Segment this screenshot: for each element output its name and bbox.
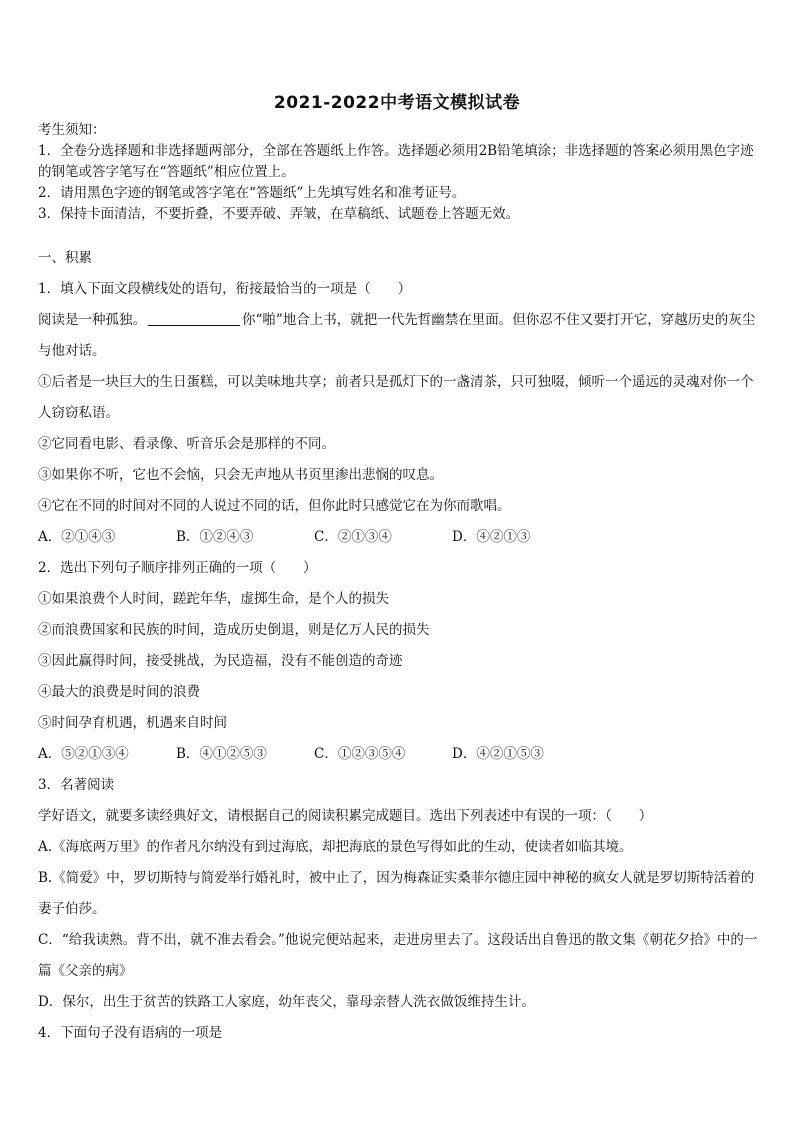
q2-option-a[interactable]: A．⑤②①③④ bbox=[38, 746, 129, 762]
notice-heading: 考生须知： bbox=[38, 122, 106, 138]
q2-option-d[interactable]: D．④②①⑤③ bbox=[452, 746, 544, 762]
q2-stem: 2．选出下列句子顺序排列正确的一项（ ） bbox=[38, 560, 317, 576]
q3-option-b[interactable]: B.《简爱》中，罗切斯特与简爱举行婚礼时，被中止了，因为梅森证实桑菲尔德庄园中神秘的疯女人就是罗切斯特活着的妻子伯莎。 bbox=[38, 870, 755, 917]
q1-option-d[interactable]: D．④②①③ bbox=[452, 529, 531, 545]
q1-option-c[interactable]: C．②①③④ bbox=[314, 529, 392, 545]
q4-stem: 4．下面句子没有语病的一项是 bbox=[38, 1025, 223, 1041]
q3-option-d[interactable]: D．保尔，出生于贫苦的铁路工人家庭，幼年丧父，靠母亲替人洗衣做饭维持生计。 bbox=[38, 994, 535, 1010]
q3-intro: 学好语文，就要多读经典好文，请根据自己的阅读积累完成题目。选出下列表述中有误的一项：（ ） bbox=[38, 808, 653, 824]
q1-option-b[interactable]: B．①②④③ bbox=[176, 529, 254, 545]
q2-item-2: ②而浪费国家和民族的时间，造成历史倒退，则是亿万人民的损失 bbox=[38, 622, 430, 638]
exam-content bbox=[38, 120, 760, 1049]
q2-option-b[interactable]: B．④①②⑤③ bbox=[176, 746, 267, 762]
q1-item-3: ③如果你不听，它也不会恼，只会无声地从书页里渗出悲悯的叹息。 bbox=[38, 467, 443, 483]
spacer bbox=[38, 225, 760, 243]
q1-item-1: ①后者是一块巨大的生日蛋糕，可以美味地共享；前者只是孤灯下的一盏清茶，只可独啜，倾听一个遥远的灵魂对你一个人窃窃私语。 bbox=[38, 374, 754, 421]
q3-option-a[interactable]: A.《海底两万里》的作者凡尔纳没有到过海底，却把海底的景色写得如此的生动，使读者如临其境。 bbox=[38, 839, 633, 855]
q1-option-a[interactable]: A．②①④③ bbox=[38, 529, 116, 545]
q2-item-4: ④最大的浪费是时间的浪费 bbox=[38, 684, 200, 700]
q1-item-2: ②它同看电影、看录像、听音乐会是那样的不同。 bbox=[38, 436, 335, 452]
q3-option-c[interactable]: C．“给我读熟。背不出，就不准去看会。”他说完便站起来，走进房里去了。这段话出自鲁迅的散文集《朝花夕拾》中的一篇《父亲的病》 bbox=[38, 932, 758, 979]
exam-title: 2021-2022中考语文模拟试卷 bbox=[273, 93, 521, 113]
q1-item-4: ④它在不同的时间对不同的人说过不同的话，但你此时只感觉它在为你而歌唱。 bbox=[38, 498, 511, 514]
q2-item-3: ③因此赢得时间，接受挑战，为民造福，没有不能创造的奇迹 bbox=[38, 653, 403, 669]
q2-option-c[interactable]: C．①②③⑤④ bbox=[314, 746, 406, 762]
notice-item-2: 2．请用黑色字迹的钢笔或答字笔在“答题纸”上先填写姓名和准考证号。 bbox=[38, 185, 466, 201]
q2-item-1: ①如果浪费个人时间，蹉跎年华，虚掷生命，是个人的损失 bbox=[38, 591, 389, 607]
q2-options bbox=[38, 739, 760, 770]
q1-passage bbox=[38, 305, 760, 367]
q1-options bbox=[38, 522, 760, 553]
q1-passage-after: 你“啪”地合上书，就把一代先哲幽禁在里面。但你忍不住又要打开它，穿越历史的灰尘与他对话。 bbox=[38, 312, 756, 359]
notice-item-3: 3．保持卡面清洁，不要折叠，不要弄破、弄皱，在草稿纸、试题卷上答题无效。 bbox=[38, 206, 520, 222]
section-heading: 一、积累 bbox=[38, 250, 92, 266]
notice-item-1: 1．全卷分选择题和非选择题两部分，全部在答题纸上作答。选择题必须用2B铅笔填涂；非选择题的答案必须用黑色字迹的钢笔或答字笔写在“答题纸”相应位置上。 bbox=[38, 143, 754, 180]
q1-stem: 1．填入下面文段横线处的语句，衔接最恰当的一项是（ ） bbox=[38, 281, 412, 297]
candidate-notice bbox=[38, 120, 760, 225]
fill-blank bbox=[148, 311, 240, 326]
q1-passage-before: 阅读是一种孤独。 bbox=[38, 312, 146, 328]
q2-item-5: ⑤时间孕育机遇，机遇来自时间 bbox=[38, 715, 227, 731]
q3-stem: 3．名著阅读 bbox=[38, 777, 115, 793]
